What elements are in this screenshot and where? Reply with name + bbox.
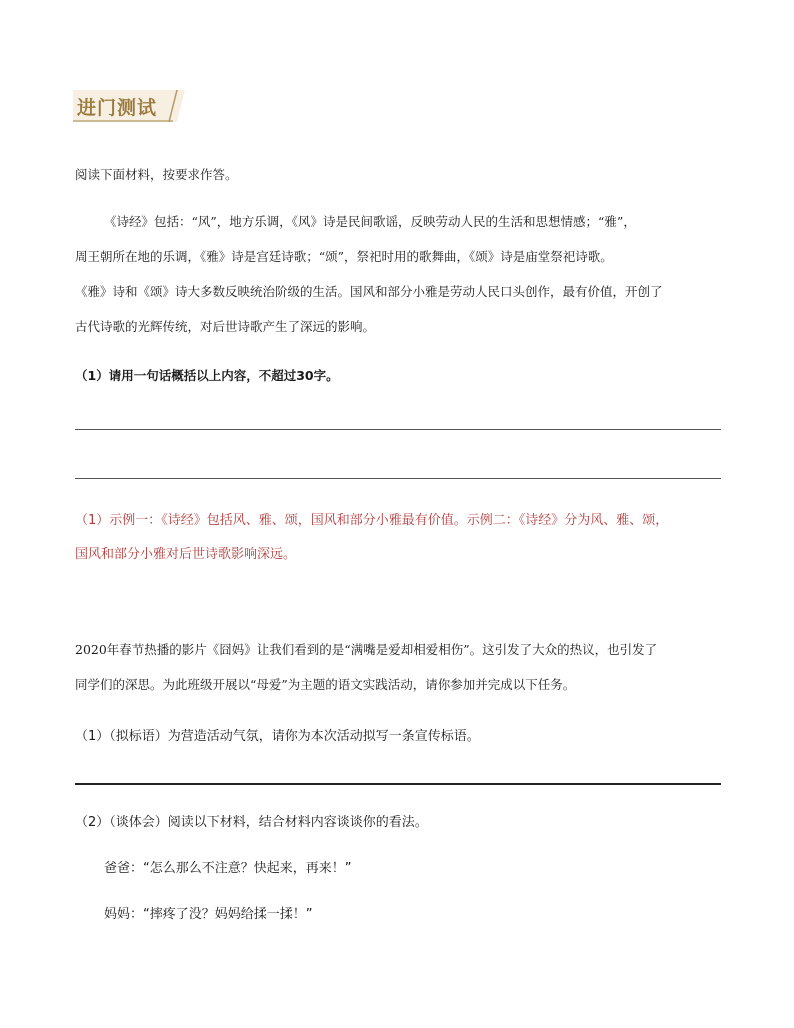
- dialogue-line-father: 爸爸：“怎么那么不注意？快起来，再来！”: [104, 861, 352, 876]
- answer-line-1: [75, 429, 721, 430]
- answer-text-line-1: （1）示例一：《诗经》包括风、雅、颂，国风和部分小雅最有价值。示例二：《诗经》分为风、雅、颂，: [75, 513, 669, 528]
- section-title: 进门测试: [77, 97, 158, 119]
- answer-line-2: [75, 478, 721, 479]
- q2-intro-line-1: 2020年春节热播的影片《囧妈》让我们看到的是“满嘴是爱却相爱相伤”。这引发了大众的热议，也引发了: [75, 642, 658, 657]
- question-1: （1）请用一句话概括以上内容，不超过30字。: [75, 368, 339, 383]
- q2-intro-line-2: 同学们的深思。为此班级开展以“母爱”为主题的语文实践活动，请你参加并完成以下任务。: [75, 677, 576, 692]
- task-1-answer-line: [75, 783, 721, 785]
- passage-line-3: 《雅》诗和《颂》诗大多数反映统治阶级的生活。国风和部分小雅是劳动人民口头创作，最有价值，开创了: [75, 284, 663, 299]
- dialogue-line-mother: 妈妈：“摔疼了没？妈妈给揉一揉！”: [104, 907, 313, 922]
- passage-line-4: 古代诗歌的光辉传统，对后世诗歌产生了深远的影响。: [75, 319, 376, 334]
- passage-line-2: 周王朝所在地的乐调，《雅》诗是宫廷诗歌；“颂”，祭祀时用的歌舞曲，《颂》诗是庙堂祭祀诗歌。: [75, 249, 613, 264]
- passage-line-1: 《诗经》包括：“风”，地方乐调，《风》诗是民间歌谣，反映劳动人民的生活和思想情感；“雅”，: [104, 214, 636, 229]
- instruction-text: 阅读下面材料，按要求作答。: [75, 167, 238, 182]
- task-1: （1）（拟标语）为营造活动气氛，请你为本次活动拟写一条宣传标语。: [75, 729, 480, 744]
- task-2: （2）（谈体会）阅读以下材料，结合材料内容谈谈你的看法。: [75, 815, 428, 830]
- answer-text-line-2: 国风和部分小雅对后世诗歌影响深远。: [75, 547, 297, 562]
